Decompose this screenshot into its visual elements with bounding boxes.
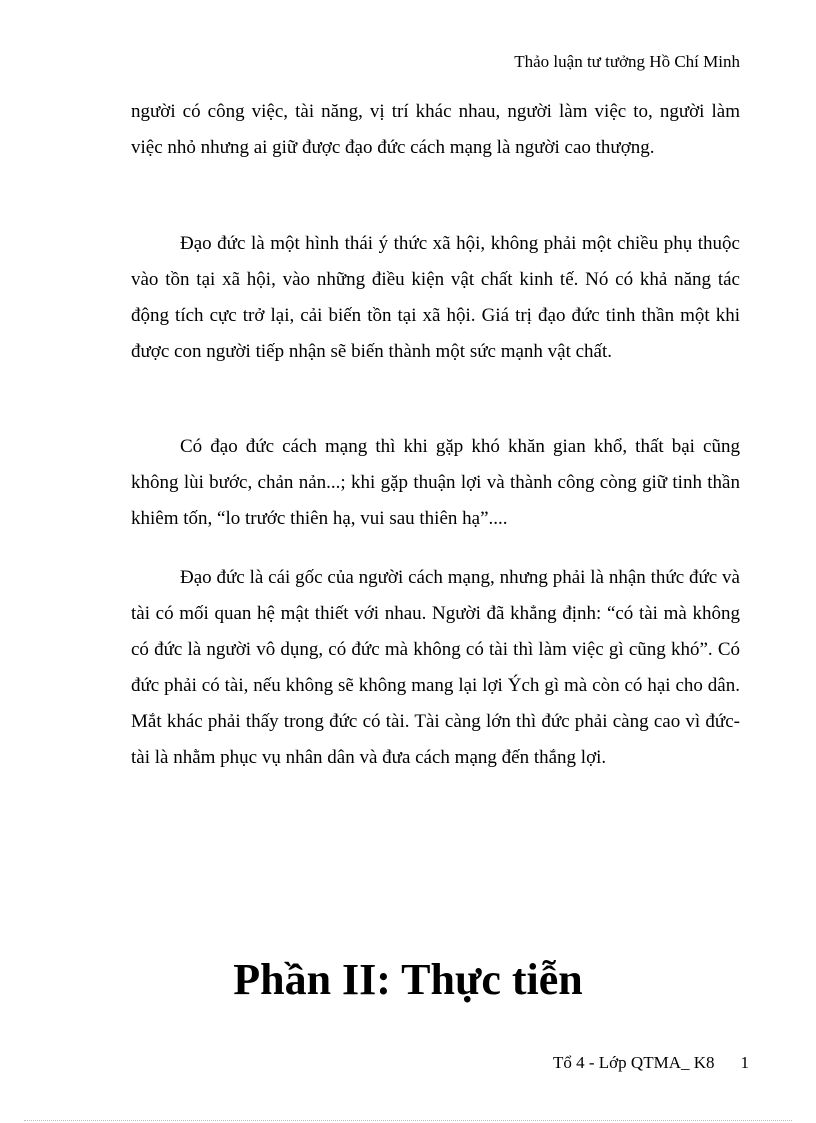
paragraph-virtue-and-talent: Đạo đức là cái gốc của người cách mạng, nhưng phải là nhận thức đức và tài có mối quan hệ mật thiết với nhau. Người đã khẳng định: “có tài mà không có đức là người vô dụng, có đức mà không có tài thì làm việc gì cũng khó”. Có đức phải có tài, nếu không sẽ không mang lại lợi Ých gì mà còn có hại cho dân. Mắt khác phải thấy trong đức có tài. Tài càng lớn thì đức phải càng cao vì đức- tài là nhằm phục vụ nhân dân và đưa cách mạng đến thắng lợi. xyxy=(131,567,740,768)
paragraph-continuation: người có công việc, tài năng, vị trí khác nhau, người làm việc to, người làm việc nhỏ nhưng ai giữ được đạo đức cách mạng là người cao thượng. xyxy=(131,101,740,158)
footer-group-label: Tổ 4 - Lớp QTMA_ K8 xyxy=(553,1053,715,1072)
page-bottom-divider xyxy=(24,1120,792,1121)
paragraph-revolutionary-ethics: Có đạo đức cách mạng thì khi gặp khó khăn gian khổ, thất bại cũng không lùi bước, chản nản...; khi gặp thuận lợi và thành công còng giữ tinh thần khiêm tốn, “lo trước thiên hạ, vui sau thiên hạ”.... xyxy=(131,436,740,529)
page-footer xyxy=(553,1052,749,1074)
section-title: Phần II: Thực tiễn xyxy=(233,955,583,1004)
page-header: Thảo luận tư tưởng Hồ Chí Minh xyxy=(514,52,740,71)
paragraph-moral-ideology: Đạo đức là một hình thái ý thức xã hội, không phải một chiều phụ thuộc vào tồn tại xã hội, vào những điều kiện vật chất kinh tế. Nó có khả năng tác động tích cực trở lại, cải biến tồn tại xã hội. Giá trị đạo đức tinh thần một khi được con người tiếp nhận sẽ biến thành một sức mạnh vật chất. xyxy=(131,233,740,362)
page-number: 1 xyxy=(740,1053,749,1072)
